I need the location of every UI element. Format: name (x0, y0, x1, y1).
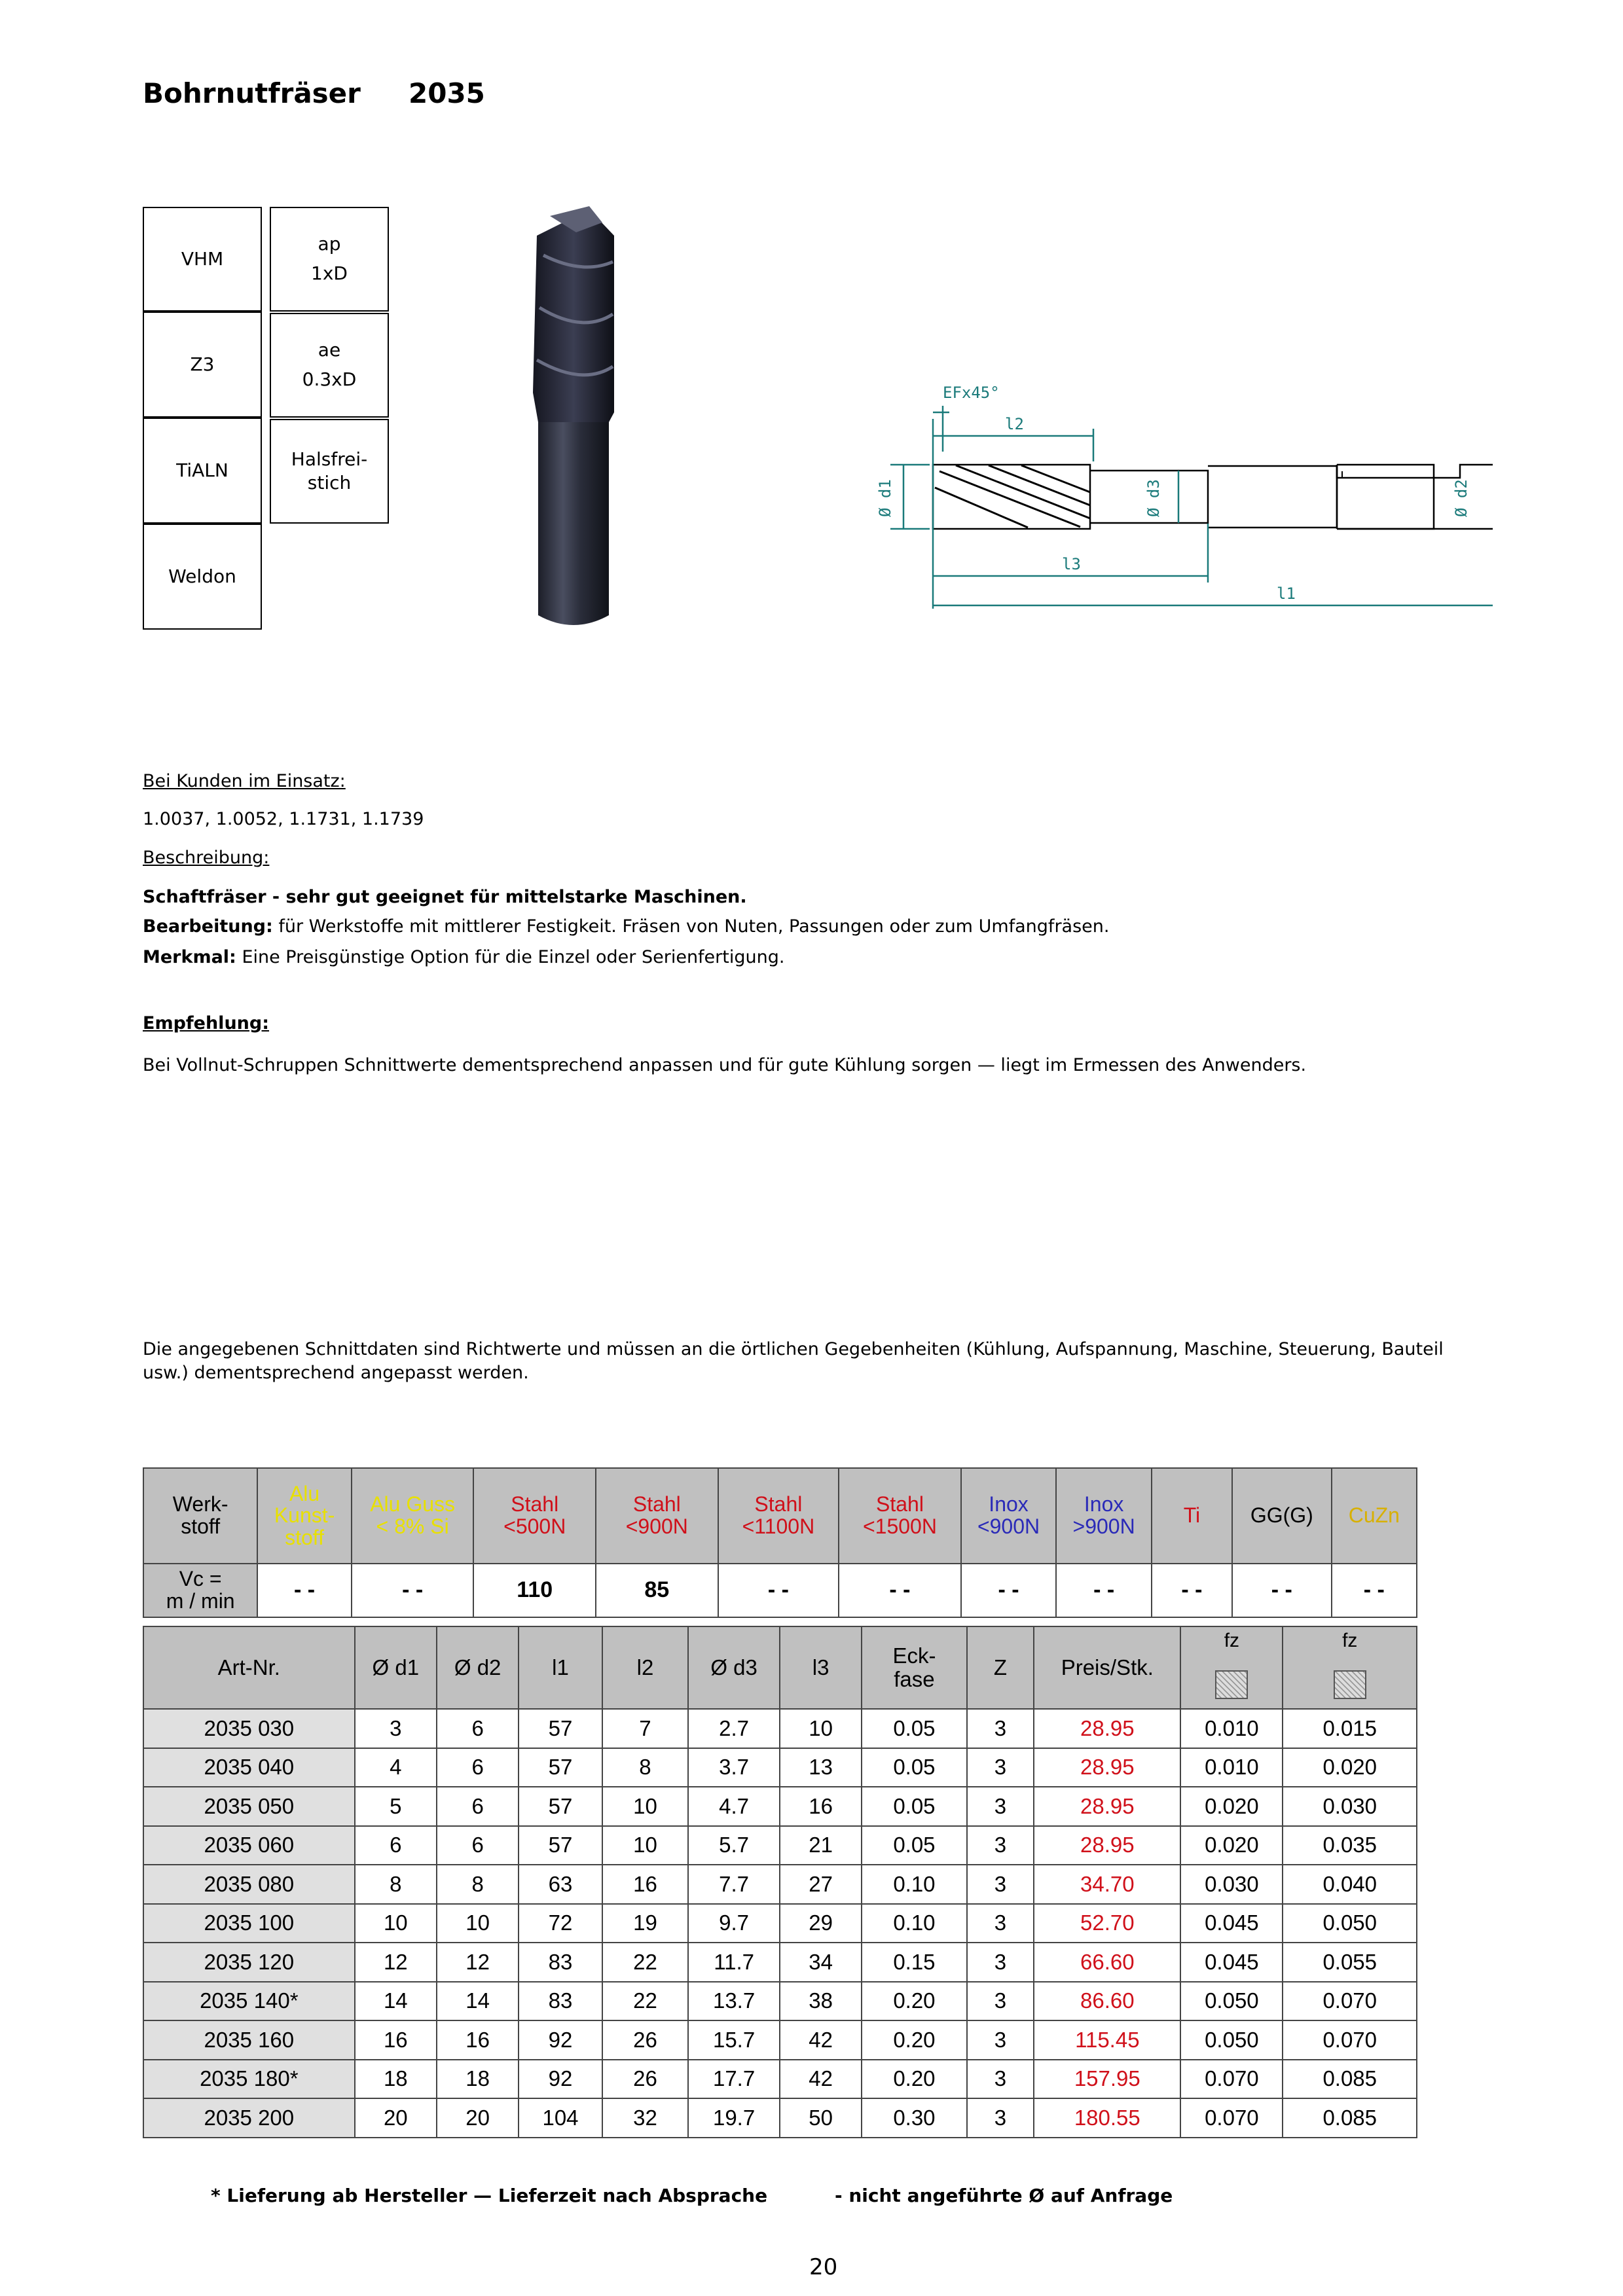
bearbeitung-line: Bearbeitung: für Werkstoffe mit mittlerer Festigkeit. Fräsen von Nuten, Passungen oder zum Umfangfräsen. (143, 916, 1110, 937)
cell: 0.050 (1180, 1982, 1283, 2021)
svg-text:Ø d2: Ø d2 (1452, 479, 1470, 517)
cell: 0.040 (1283, 1865, 1417, 1904)
cell: 63 (519, 1865, 602, 1904)
page-number: 20 (809, 2254, 838, 2280)
cell: 57 (519, 1709, 602, 1748)
cell: 7 (602, 1709, 689, 1748)
cell: 8 (355, 1865, 437, 1904)
cell: 19 (602, 1904, 689, 1943)
price: 28.95 (1034, 1826, 1180, 1865)
vc-value: 110 (473, 1564, 596, 1617)
table-row (143, 1904, 1417, 1943)
header-3: l1 (519, 1626, 602, 1709)
kunden-value: 1.0037, 1.0052, 1.1731, 1.1739 (143, 809, 424, 829)
cell: 6 (437, 1787, 519, 1826)
svg-text:l3: l3 (1062, 555, 1081, 573)
cell: 22 (602, 1982, 689, 2021)
cell: 4.7 (688, 1787, 780, 1826)
page-title: Bohrnutfräser 2035 (143, 77, 485, 109)
cell: 10 (437, 1904, 519, 1943)
article-number: 2035 050 (143, 1787, 355, 1826)
cell: 8 (602, 1748, 689, 1787)
cell: 3 (967, 1904, 1034, 1943)
product-table (143, 1626, 1417, 2138)
cell: 0.15 (862, 1943, 966, 1982)
cell: 0.010 (1180, 1748, 1283, 1787)
table-row (143, 1826, 1417, 1865)
cell: 6 (355, 1826, 437, 1865)
material-col-3: Stahl <900N (596, 1468, 718, 1564)
price: 157.95 (1034, 2060, 1180, 2099)
cell: 83 (519, 1982, 602, 2021)
vc-row (143, 1564, 1417, 1617)
cell: 3 (967, 2098, 1034, 2138)
cell: 11.7 (688, 1943, 780, 1982)
vc-value: - - (1152, 1564, 1232, 1617)
article-number: 2035 080 (143, 1865, 355, 1904)
cell: 7.7 (688, 1865, 780, 1904)
vc-value: - - (1332, 1564, 1417, 1617)
cell: 42 (780, 2020, 862, 2060)
cell: 0.20 (862, 1982, 966, 2021)
table-row (143, 2098, 1417, 2138)
cell: 0.070 (1180, 2060, 1283, 2099)
vc-value: - - (839, 1564, 961, 1617)
svg-text:Ø d3: Ø d3 (1144, 479, 1163, 517)
article-number: 2035 140* (143, 1982, 355, 2021)
vc-value: - - (257, 1564, 352, 1617)
cell: 20 (437, 2098, 519, 2138)
cell: 0.045 (1180, 1904, 1283, 1943)
price: 115.45 (1034, 2020, 1180, 2060)
table-row (143, 1943, 1417, 1982)
header-7: Eck- fase (862, 1626, 966, 1709)
spec-ae: ae 0.3xD (270, 313, 389, 418)
article-number: 2035 060 (143, 1826, 355, 1865)
spec-shank: Weldon (143, 524, 262, 630)
cell: 83 (519, 1943, 602, 1982)
svg-text:Ø d1: Ø d1 (876, 479, 894, 517)
material-header-row (143, 1468, 1417, 1564)
cell: 12 (355, 1943, 437, 1982)
cell: 0.050 (1180, 2020, 1283, 2060)
material-col-0: Alu Kunst- stoff (257, 1468, 352, 1564)
cell: 3 (967, 1826, 1034, 1865)
cell: 17.7 (688, 2060, 780, 2099)
header-2: Ø d2 (437, 1626, 519, 1709)
table-row (143, 1748, 1417, 1787)
cell: 92 (519, 2020, 602, 2060)
spec-teeth: Z3 (143, 312, 262, 418)
table-row (143, 1865, 1417, 1904)
header-1: Ø d1 (355, 1626, 437, 1709)
header-9: Preis/Stk. (1034, 1626, 1180, 1709)
article-number: 2035 180* (143, 2060, 355, 2099)
material-col-7: Inox >900N (1056, 1468, 1152, 1564)
cell: 5.7 (688, 1826, 780, 1865)
cell: 10 (602, 1826, 689, 1865)
spec-ap: ap 1xD (270, 207, 389, 312)
cell: 0.085 (1283, 2098, 1417, 2138)
cell: 104 (519, 2098, 602, 2138)
price: 28.95 (1034, 1787, 1180, 1826)
cell: 0.085 (1283, 2060, 1417, 2099)
material-col-10: CuZn (1332, 1468, 1417, 1564)
material-col-8: Ti (1152, 1468, 1232, 1564)
slot-milling-icon (1215, 1670, 1248, 1699)
cell: 0.05 (862, 1787, 966, 1826)
header-6: l3 (780, 1626, 862, 1709)
werkstoff-label: Werk- stoff (143, 1468, 257, 1564)
cell: 4 (355, 1748, 437, 1787)
article-number: 2035 120 (143, 1943, 355, 1982)
cell: 38 (780, 1982, 862, 2021)
cell: 29 (780, 1904, 862, 1943)
cell: 2.7 (688, 1709, 780, 1748)
cell: 26 (602, 2020, 689, 2060)
price: 34.70 (1034, 1865, 1180, 1904)
cell: 10 (355, 1904, 437, 1943)
cell: 14 (355, 1982, 437, 2021)
cell: 32 (602, 2098, 689, 2138)
cell: 18 (355, 2060, 437, 2099)
disclaimer-line2: usw.) dementsprechend angepasst werden. (143, 1363, 529, 1383)
svg-text:l2: l2 (1005, 415, 1024, 433)
cell: 0.10 (862, 1904, 966, 1943)
footnote-request: - nicht angeführte Ø auf Anfrage (835, 2185, 1173, 2206)
merkmal-line: Merkmal: Eine Preisgünstige Option für die Einzel oder Serienfertigung. (143, 947, 785, 967)
cell: 26 (602, 2060, 689, 2099)
cell: 0.045 (1180, 1943, 1283, 1982)
cell: 3.7 (688, 1748, 780, 1787)
material-col-2: Stahl <500N (473, 1468, 596, 1564)
vc-value: - - (1056, 1564, 1152, 1617)
cell: 0.070 (1180, 2098, 1283, 2138)
header-10: fz (1180, 1626, 1283, 1709)
footnote-delivery: * Lieferung ab Hersteller — Lieferzeit nach Absprache (211, 2185, 768, 2206)
cell: 16 (437, 2020, 519, 2060)
cell: 0.05 (862, 1826, 966, 1865)
price: 180.55 (1034, 2098, 1180, 2138)
cell: 3 (967, 1982, 1034, 2021)
empfehlung-label: Empfehlung: (143, 1013, 270, 1033)
cell: 6 (437, 1826, 519, 1865)
material-col-5: Stahl <1500N (839, 1468, 961, 1564)
cell: 34 (780, 1943, 862, 1982)
article-number: 2035 030 (143, 1709, 355, 1748)
vc-value: - - (352, 1564, 474, 1617)
header-11: fz (1283, 1626, 1417, 1709)
spec-coating: TiALN (143, 418, 262, 524)
disclaimer-line1: Die angegebenen Schnittdaten sind Richtwerte und müssen an die örtlichen Gegebenheiten (Kühlung, Aufspannung, Maschine, Steuerung, Bauteil (143, 1339, 1444, 1359)
cell: 19.7 (688, 2098, 780, 2138)
cell: 0.020 (1283, 1748, 1417, 1787)
beschreibung-text: Schaftfräser - sehr gut geeignet für mittelstarke Maschinen. (143, 887, 747, 907)
side-milling-icon (1334, 1670, 1366, 1699)
beschreibung-label: Beschreibung: (143, 848, 270, 868)
cell: 50 (780, 2098, 862, 2138)
cell: 10 (780, 1709, 862, 1748)
cell: 57 (519, 1787, 602, 1826)
cell: 3 (967, 1787, 1034, 1826)
cell: 3 (967, 1943, 1034, 1982)
cell: 20 (355, 2098, 437, 2138)
cell: 18 (437, 2060, 519, 2099)
material-col-4: Stahl <1100N (718, 1468, 839, 1564)
table-row (143, 2020, 1417, 2060)
cell: 0.05 (862, 1709, 966, 1748)
cell: 13 (780, 1748, 862, 1787)
cell: 27 (780, 1865, 862, 1904)
vc-value: - - (1232, 1564, 1332, 1617)
cell: 13.7 (688, 1982, 780, 2021)
price: 28.95 (1034, 1709, 1180, 1748)
cell: 15.7 (688, 2020, 780, 2060)
cutting-speed-table (143, 1467, 1417, 1618)
price: 52.70 (1034, 1904, 1180, 1943)
cell: 0.30 (862, 2098, 966, 2138)
vc-value: - - (718, 1564, 839, 1617)
table-row (143, 1787, 1417, 1826)
price: 66.60 (1034, 1943, 1180, 1982)
cell: 0.070 (1283, 1982, 1417, 2021)
svg-text:EFx45°: EFx45° (943, 384, 1000, 402)
cell: 0.020 (1180, 1826, 1283, 1865)
cell: 16 (355, 2020, 437, 2060)
table-row (143, 2060, 1417, 2099)
cell: 72 (519, 1904, 602, 1943)
spec-neck: Halsfrei- stich (270, 419, 389, 524)
cell: 0.05 (862, 1748, 966, 1787)
cell: 0.10 (862, 1865, 966, 1904)
cell: 16 (602, 1865, 689, 1904)
vc-value: 85 (596, 1564, 718, 1617)
cell: 0.050 (1283, 1904, 1417, 1943)
article-number: 2035 100 (143, 1904, 355, 1943)
table-row (143, 1982, 1417, 2021)
cell: 0.20 (862, 2020, 966, 2060)
cell: 0.070 (1283, 2020, 1417, 2060)
cell: 3 (967, 1748, 1034, 1787)
empfehlung-text: Bei Vollnut-Schruppen Schnittwerte dementsprechend anpassen und für gute Kühlung sorgen — liegt im Ermessen des Anwenders. (143, 1055, 1307, 1075)
product-header-row (143, 1626, 1417, 1709)
cell: 92 (519, 2060, 602, 2099)
header-5: Ø d3 (688, 1626, 780, 1709)
cell: 10 (602, 1787, 689, 1826)
cell: 21 (780, 1826, 862, 1865)
cell: 16 (780, 1787, 862, 1826)
cell: 0.030 (1180, 1865, 1283, 1904)
dimension-drawing (851, 380, 1493, 615)
svg-text:l1: l1 (1277, 584, 1296, 603)
cell: 0.020 (1180, 1787, 1283, 1826)
cell: 42 (780, 2060, 862, 2099)
kunden-label: Bei Kunden im Einsatz: (143, 771, 346, 791)
cell: 0.010 (1180, 1709, 1283, 1748)
article-number: 2035 160 (143, 2020, 355, 2060)
cell: 8 (437, 1865, 519, 1904)
cell: 14 (437, 1982, 519, 2021)
cell: 3 (967, 2060, 1034, 2099)
header-4: l2 (602, 1626, 689, 1709)
material-col-1: Alu Guss < 8% Si (352, 1468, 474, 1564)
cell: 22 (602, 1943, 689, 1982)
price: 28.95 (1034, 1748, 1180, 1787)
cell: 9.7 (688, 1904, 780, 1943)
cell: 0.015 (1283, 1709, 1417, 1748)
vc-label: Vc = m / min (143, 1564, 257, 1617)
cell: 3 (967, 2020, 1034, 2060)
cell: 0.055 (1283, 1943, 1417, 1982)
end-mill-photo (511, 196, 642, 641)
cell: 0.20 (862, 2060, 966, 2099)
cell: 3 (967, 1865, 1034, 1904)
material-col-9: GG(G) (1232, 1468, 1332, 1564)
cell: 12 (437, 1943, 519, 1982)
price: 86.60 (1034, 1982, 1180, 2021)
cell: 6 (437, 1709, 519, 1748)
cell: 3 (355, 1709, 437, 1748)
header-0: Art-Nr. (143, 1626, 355, 1709)
cell: 5 (355, 1787, 437, 1826)
spec-material: VHM (143, 207, 262, 312)
cell: 3 (967, 1709, 1034, 1748)
table-row (143, 1709, 1417, 1748)
article-number: 2035 200 (143, 2098, 355, 2138)
cell: 57 (519, 1826, 602, 1865)
cell: 6 (437, 1748, 519, 1787)
header-8: Z (967, 1626, 1034, 1709)
vc-value: - - (961, 1564, 1057, 1617)
material-col-6: Inox <900N (961, 1468, 1057, 1564)
cell: 0.035 (1283, 1826, 1417, 1865)
cell: 57 (519, 1748, 602, 1787)
article-number: 2035 040 (143, 1748, 355, 1787)
cell: 0.030 (1283, 1787, 1417, 1826)
